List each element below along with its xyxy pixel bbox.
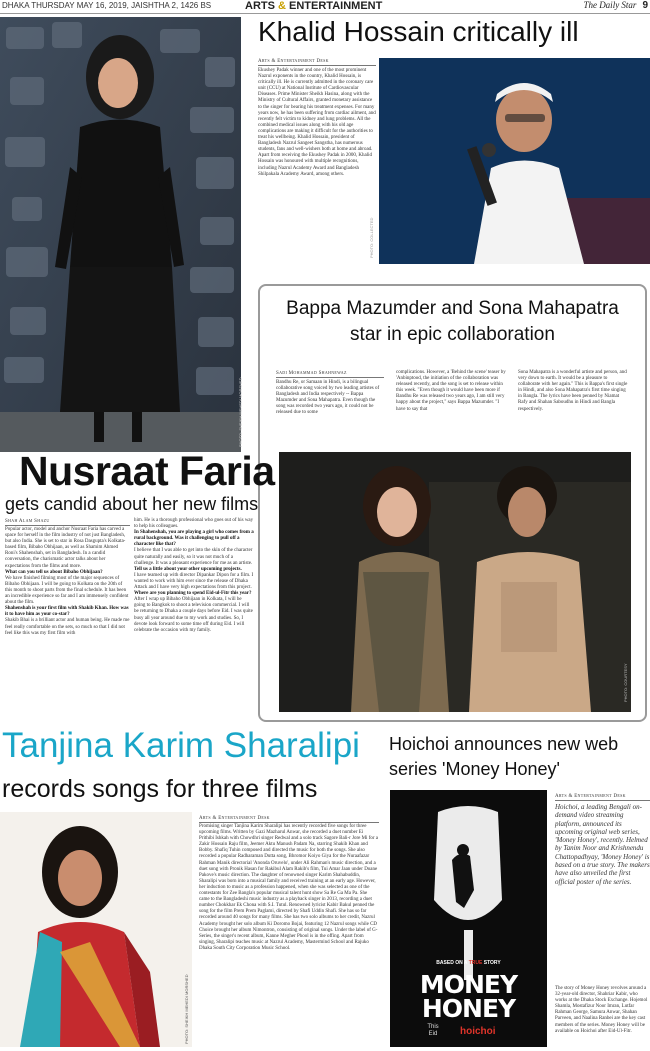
paper-name [583, 0, 648, 11]
money-honey-poster [390, 790, 547, 1047]
khalid-photo-art [369, 58, 650, 264]
hoichoi-headline-1: Hoichoi announces new web [389, 734, 619, 754]
nusraat-col2-q3: Where are you planning to spend Eid-ul-Fitr this year? [134, 591, 252, 597]
khalid-photo [369, 58, 650, 264]
bappa-headline-1: Bappa Mazumder and Sona Mahapatra [286, 298, 619, 319]
nusraat-subhead: gets candid about her new films [5, 494, 259, 514]
nusraat-col2-q1: In Shahenshah, you are playing a girl who comes from a rural background. Was it challenging to pull off a character like that? [134, 530, 254, 548]
masthead-bar [0, 0, 650, 14]
bappa-photo-credit: PHOTO: COURTESY [623, 663, 628, 702]
nusraat-col-1 [5, 527, 130, 722]
poster-release-2: Eid [428, 1031, 438, 1037]
nusraat-photo [0, 17, 241, 452]
poster-tagline-mark: TRUE [468, 960, 483, 966]
dateline: DHAKA THURSDAY MAY 16, 2019, JAISHTHA 2, 1426 BS [2, 1, 212, 10]
section-title-amp: & [278, 0, 286, 12]
poster-tagline-post: STORY [483, 960, 501, 966]
nusraat-col1-p3: Shakib Bhai is a brilliant actor and human being. He made me feel really comfortable on the sets, so much so that I did not feel like this was my first film with [5, 618, 130, 636]
bappa-box [258, 284, 647, 722]
nusraat-col2-p1: him. He is a thorough professional who goes out of his way to help his colleagues. [134, 518, 254, 530]
section-title-b: ENTERTAINMENT [289, 0, 383, 12]
bappa-photo [279, 452, 631, 712]
bappa-col-3: Sona Mahapatra is a wonderful artiste and person, and very down to earth. It would be a pleasure to collaborate with her again." This is Bappa's first single in Hindi, and also Sona Mahapatra's first time singing in Bangla. The lyrics have been penned by Niamat Rafy and Shahan Saboudhu in Hindi and Bangla respectively. [518, 370, 628, 412]
poster-release [418, 1024, 448, 1038]
khalid-byline: Arts & Entertainment Desk [258, 58, 376, 66]
bappa-headline-2: star in epic collaboration [350, 324, 555, 345]
tanjina-photo-art [0, 812, 192, 1047]
khalid-photo-credit: PHOTO: COLLECTED [369, 217, 374, 258]
nusraat-photo-art [0, 17, 241, 452]
nusraat-photo-credit: PHOTO: SHEIKH MEHEDI MORSHED [238, 377, 243, 447]
poster-brand: hoichoi [460, 1026, 496, 1037]
tanjina-photo [0, 812, 192, 1047]
poster-release-1: This [427, 1024, 439, 1030]
poster-title-2: HONEY [421, 994, 516, 1023]
section-title-a: ARTS [245, 0, 275, 12]
hoichoi-byline: Arts & Entertainment Desk [555, 793, 650, 801]
paper-logo-text: The Daily Star [583, 0, 637, 10]
nusraat-col2-p2: I believe that I was able to get into the skin of the character quite naturally and easily, so it was not much of a challenge. It was a pleasant experience for me as an artiste. [134, 548, 253, 566]
hoichoi-body: The story of Money Honey revolves around a 32-year-old director, Shahriar Kabir, who works at the Dhaka Stock Exchange. Hojemol Shamla, Mostafizur Noor Imran, Lutfar Rahman George, Samura Anwar, Shahan Parveen, and Naalina Ranbei are the key cast members of the series. Money Honey will be available on Hoichoi after Eid-Ul-Fitr. [555, 986, 648, 1034]
nusraat-col1-p2: We have finished filming most of the major sequences of Bibaho Obhijaan. I will be going to Kolkata on the 20th of this month to shoot parts from the final schedule. It has been an incredible experience so far and I am immensely confident about the film. [5, 575, 129, 606]
poster-shovel-art [390, 790, 547, 980]
tanjina-photo-credit: PHOTO: SHEIKH MEHEDI MORSHED [184, 974, 189, 1044]
hoichoi-headline-2: series 'Money Honey' [389, 759, 560, 779]
page-number: 9 [642, 0, 648, 11]
nusraat-col2-q2: Tell us a little about your other upcoming projects. [134, 566, 242, 572]
tanjina-subhead: records songs for three films [2, 775, 318, 803]
bappa-photo-art [279, 452, 631, 712]
poster-tagline-pre: BASED ON A [436, 960, 468, 966]
bappa-col-1: Bandhu Re, or Samaan in Hindi, is a bilingual collaborative song voiced by two leading artistes of Bangladesh and India respectively -- Bappa Mazumder and Sona Mahapatra. Even though the song was recorded two years ago, it could not be released due to some [276, 380, 380, 416]
poster-title-1: MONEY [419, 970, 518, 999]
tanjina-byline: Arts & Entertainment Desk [199, 815, 379, 823]
khalid-headline: Khalid Hossain critically ill [258, 16, 579, 47]
tanjina-headline: Tanjina Karim Sharalipi [2, 726, 360, 765]
nusraat-col1-p1: Popular actor, model and anchor Nusraat Faria has carved a space for herself in the film industry of not just Bangladesh, but also India. She is set to star in Rosa Dasgupta's Kolkata-based film, Bibaho Obhijaan, as well as Shamim Ahmed Roni's Shahenshah, set in Bangladesh. In a candid conversation, the charismatic actor talks about her expectations from the films and more. [5, 527, 126, 569]
hoichoi-intro: Hoichoi, a leading Bengali on-demand video streaming platform, announced its upcoming original web series, 'Money Honey', recently. Helmed by Tanim Noor and Krishnendu Chattopadhyay, 'Money Honey' is based on a true story. The makers have also unveiled the first official poster of the series. [555, 803, 650, 886]
bappa-byline: Sadi Mohammad Shahnewaz [276, 370, 384, 378]
nusraat-headline: Nusraat Faria [19, 448, 275, 494]
bappa-col-2: complications. However, a 'Behind the scene' teaser by 'Anbinptood, the initiation of the collaboration was released recently, and the song is set to release within this week. "Even though it would have been more if Bandhu Re was released two years ago, I am still very happy about the project," says Bappa Mazumder. "I have to say that [396, 370, 506, 412]
nusraat-col1-q2: Shahenshah is your first film with Shakib Khan. How was it to have him as your co-star? [5, 606, 129, 618]
nusraat-col2-p3: I have teamed up with director Dipankar Dipon for a film. I wanted to work with him ever since the release of Dhaka Attack and I have very high expectations from this project. [134, 572, 254, 591]
khalid-body: Ekushey Padak winner and one of the most prominent Nazrul exponents in the country, Khalid Hossain, is critically ill. He is currently admitted in the coronary care unit (CCU) at National Institute of Cardiovascular Diseases. Prime Minister Sheikh Hasina, along with the Ministry of Cultural Affairs, granted monetary assistance to the singer for bearing his treatment expenses. For many years now, he has been suffering from cardiac ailment, and recently felt victim to kidney and lung problems. All the combined medical issues along with his old age complications are making it difficult for the authorities to treat his wellbeing. Khalid Hossain, president of Bangladesh Nazrul Sangeet Sangstha, has numerous students, fans and well-wishers both at home and abroad. Apart from receiving the Ekushey Padak in 2000, Khalid Hossain was honoured with multiple recognitions, including Nazrul Academy Award and Bangladesh Shilpakala Academy Award, among others. [258, 68, 376, 177]
poster-tagline [390, 960, 547, 966]
nusraat-col-2 [134, 518, 254, 722]
tanjina-body: Promising singer Tanjina Karim Sharalipi has recently recorded five songs for three upcoming films. Written by Gazi Mazharul Anwar, she recorded a duet number Ei Prithibi Ishkah with Chowdhri singer Redwal and a solo track Sagore Bali-r Jore Mi for a Zakir Hossain Raju film, Jeemer Aktu Manush Padam Na, starring Shakib Khan and Bobby. Shafiq Tuhin composed and directed the music for both the songs. She also recorded a popular Radharaman Dutta song, Bhromor Koiyo Giya for the Nuraafazar Rahman Manik directorial 'Anonda Oruvelo', under Ali Rahman's music direction, and a duet song with Pronik Hasan for Rakibul Alam Rakib's film, Tui Amar Jaan under Doane Pakove's music direction. The daughter of renowned singer Karim Shahabuddin, Sharalipi was born into a musical family and received training at an early age. However, her induction to music as a profession happened, when she was selected as one of the contestants for Zee Bangla's popular musical talent hunt show Sa Re Ga Ma Pa. She came to the Bangladeshi music industry as a playback singer in 2013, recording a duet number Chokkhar Ek Chona with S.I. Tutul. Renowned lyricist Kabir Bakul penned the song for the film Prem Prem Paglami, directed by Shafi Uddin Shafi. She has so far recorded around 40 songs for many films. She has two solo albums to her credit, Nazrul Academy brought her solo album Ki Doromo Bojai, featuring 12 Nazrul songs while CD Choice brought her album Nimontron, consisting of original songs. Under the label of G-Series, the singer's recent album, Kanne Megher Phool is in the offing. Apart from singing, Sharalipi teaches music at Nazrul Academy, Mastermind School and Rajuko Dhaka South City Corporation Music School. [199, 824, 378, 951]
nusraat-col1-q1: What can you tell us about Bibaho Obhijaan? [5, 569, 103, 575]
nusraat-col2-p4: After I wrap up Bibaho Obhijaan in Kolkata, I will be going to Bangkok to shoot a television commercial. I will be returning to Dhaka a couple days before Eid. I was quite busy all year around due to my work and studies. So, I devote look forward to some time off during Eid. I will celebrate the occasion with my family. [134, 597, 253, 633]
section-title [245, 0, 382, 12]
nusraat-byline: Shah Alam Shazu [5, 518, 130, 526]
